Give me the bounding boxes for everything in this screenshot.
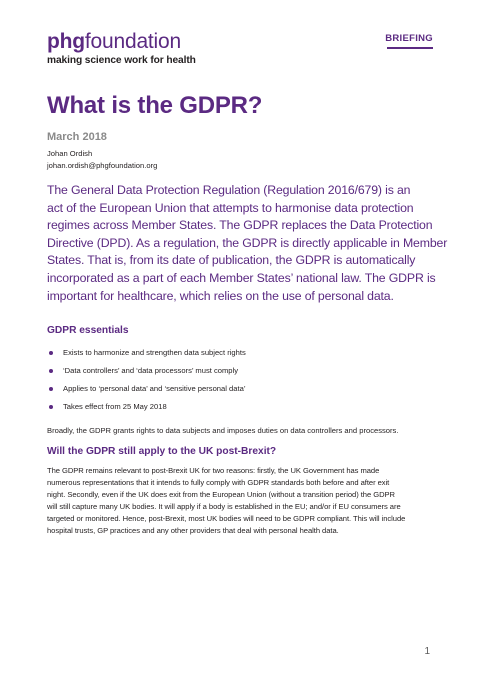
brexit-line: night. Secondly, even if the UK does exit from the European Union (without a transition period) the GDPR [47,490,395,499]
list-item-text: ‘Data controllers’ and ‘data processors’ must comply [63,366,239,375]
intro-line: Directive (DPD). As a regulation, the GDPR is directly applicable in Member [47,235,448,250]
essentials-list [47,348,246,420]
brexit-line: will still capture many UK bodies. It will apply if a body is established in the EU; and/or if EU consumers are [47,502,401,511]
essentials-heading: GDPR essentials [47,325,129,336]
bullet-icon [49,387,53,391]
list-item [47,366,246,384]
logo-phg-text: phg [47,30,85,53]
author-email-link[interactable]: johan.ordish@phgfoundation.org [47,161,158,170]
logo-tagline: making science work for health [47,55,196,66]
bullet-icon [49,369,53,373]
intro-line: States. That is, from its date of publication, the GDPR is automatically [47,253,416,268]
brexit-line: hospital trusts, GP practices and any other providers that deal with personal health data. [47,526,339,535]
list-item [47,402,246,420]
logo-wordmark [47,31,196,52]
phg-foundation-logo[interactable] [47,31,196,66]
page-title: What is the GDPR? [47,92,263,119]
page-number: 1 [424,646,430,657]
document-type-label: BRIEFING [385,33,433,44]
author-name: Johan Ordish [47,149,93,158]
brexit-line: The GDPR remains relevant to post-Brexit UK for two reasons: firstly, the UK Government has made [47,466,380,475]
intro-line: important for healthcare, which relies on the use of personal data. [47,288,394,303]
logo-foundation-text: foundation [84,30,181,53]
list-item-text: Takes effect from 25 May 2018 [63,402,167,411]
bullet-icon [49,351,53,355]
brexit-paragraph [47,465,442,537]
brexit-line: numerous representations that it intends to fully comply with GDPR standards both before and after exit [47,478,390,487]
intro-line: incorporated as a part of each Member States’ national law. The GDPR is [47,270,436,285]
brexit-heading: Will the GDPR still apply to the UK post-Brexit? [47,446,277,457]
list-item-text: Exists to harmonize and strengthen data subject rights [63,348,246,357]
list-item-text: Applies to ‘personal data’ and ‘sensitive personal data’ [63,384,246,393]
publication-date: March 2018 [47,131,107,143]
bullet-icon [49,405,53,409]
list-item [47,384,246,402]
intro-line: act of the European Union that attempts to harmonise data protection [47,200,414,215]
briefing-underline [387,47,433,49]
essentials-summary: Broadly, the GDPR grants rights to data subjects and imposes duties on data controllers and processors. [47,426,399,435]
list-item [47,348,246,366]
intro-line: regimes across Member States. The GDPR replaces the Data Protection [47,218,433,233]
intro-line: The General Data Protection Regulation (Regulation 2016/679) is an [47,183,411,197]
brexit-line: targeted or monitored. Hence, post-Brexit, most UK bodies will need to be GDPR compliant. This will include [47,514,406,523]
intro-paragraph [47,182,467,305]
